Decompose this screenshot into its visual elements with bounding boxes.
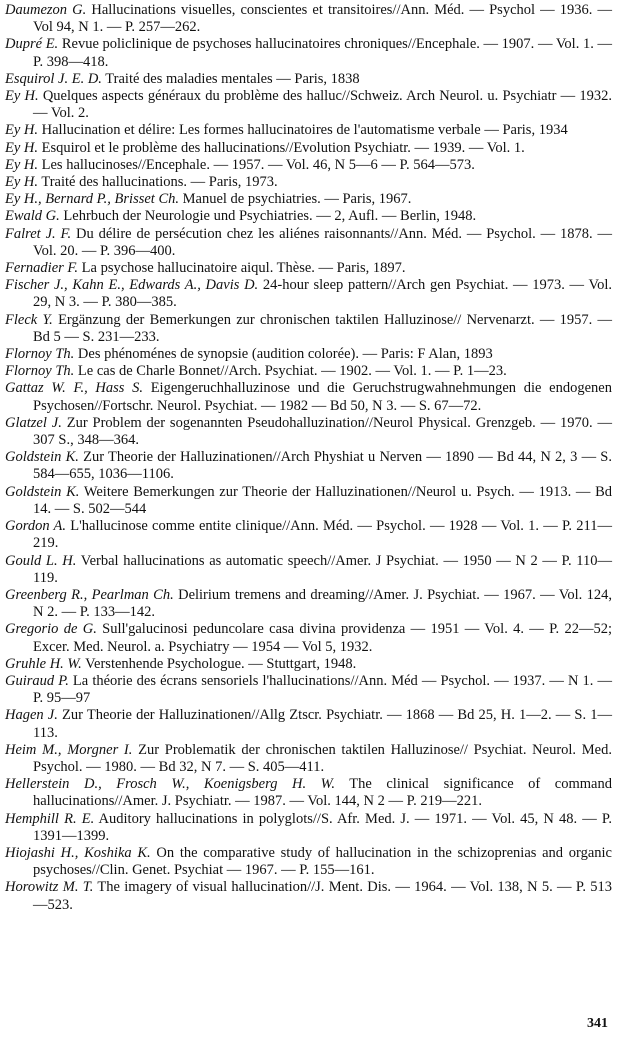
reference-text: Verstenhende Psychologue. — Stuttgart, 1948. [81, 655, 357, 672]
reference-entry [5, 36, 612, 70]
reference-authors: Guiraud P. [5, 672, 69, 689]
reference-entry [5, 312, 612, 346]
reference-entry [5, 553, 612, 587]
reference-authors: Hemphill R. E. [5, 810, 95, 827]
reference-text: Auditory hallucinations in polyglots//S. Afr. Med. J. — 1971. — Vol. 45, N 48. — P. 1391—1399. [33, 810, 613, 844]
reference-authors: Ey H. [5, 88, 39, 105]
reference-entry [5, 208, 612, 225]
reference-text: Zur Theorie der Halluzinationen//Allg Ztscr. Psychiatr. — 1868 — Bd 25, H. 1—2. — S. 1—113. [33, 707, 613, 741]
reference-authors: Hellerstein D., Frosch W., Koenigsberg H. W. [5, 776, 335, 793]
reference-authors: Fernadier F. [5, 260, 79, 277]
reference-authors: Hagen J. [5, 707, 58, 724]
reference-entry [5, 260, 612, 277]
reference-authors: Heim M., Morgner I. [5, 741, 133, 758]
reference-entry [5, 621, 612, 655]
reference-entry [5, 2, 612, 36]
reference-text: Zur Problematik der chronischen taktilen Halluzinose// Psychiat. Neurol. Med. Psychol. — 1980. — Bd 32, N 7. — S. 405—411. [33, 741, 612, 775]
reference-entry [5, 656, 612, 673]
reference-text: Du délire de persécution chez les aliénes raisonnants//Ann. Méd. — Psychol. — 1878. — Vol. 20. — P. 396—400. [33, 225, 612, 259]
reference-entry [5, 707, 612, 741]
reference-text: Traité des hallucinations. — Paris, 1973. [38, 174, 278, 191]
reference-entry [5, 174, 612, 191]
reference-entry [5, 380, 612, 414]
reference-entry [5, 484, 612, 518]
reference-text: Quelques aspects généraux du problème des halluc//Schweiz. Arch Neurol. u. Psychiatr — 1932. — Vol. 2. [33, 88, 612, 122]
reference-authors: Ey H. [5, 174, 39, 191]
reference-text: Le cas de Charle Bonnet//Arch. Psychiat. — 1902. — Vol. 1. — P. 1—23. [74, 363, 507, 380]
reference-entry [5, 122, 612, 139]
reference-authors: Ey H., Bernard P., Brisset Ch. [5, 191, 179, 208]
reference-text: Zur Theorie der Halluzinationen//Arch Physhiat u Nerven — 1890 — Bd 44, N 2, 3 — S. 584—655, 1036—1106. [33, 449, 612, 483]
reference-entry [5, 845, 612, 879]
reference-text: Sull'galucinosi peduncolare casa divina providenza — 1951 — Vol. 4. — P. 22—52; Excer. Med. Neurol. a. Psychiatry — 1954 — Vol 5, 1932. [33, 621, 612, 655]
reference-entry [5, 776, 612, 810]
reference-text: La psychose hallucinatoire aiqul. Thèse. — Paris, 1897. [78, 260, 406, 277]
reference-text: Traité des maladies mentales — Paris, 1838 [101, 70, 360, 87]
reference-authors: Gattaz W. F., Hass S. [5, 380, 143, 397]
reference-authors: Flornoy Th. [5, 346, 75, 363]
reference-text: L'hallucinose comme entite clinique//Ann. Méd. — Psychol. — 1928 — Vol. 1. — P. 211—219. [33, 518, 613, 552]
reference-entry [5, 71, 612, 88]
reference-authors: Gregorio de G. [5, 621, 97, 638]
reference-authors: Daumezon G. [5, 2, 87, 18]
reference-entry [5, 363, 612, 380]
reference-authors: Hiojashi H., Koshika K. [5, 844, 151, 861]
reference-entry [5, 140, 612, 157]
reference-text: Hallucinations visuelles, conscientes et transitoires//Ann. Méd. — Psychol — 1936. — Vol 94, N 1. — P. 257—262. [33, 2, 612, 36]
reference-authors: Ey H. [5, 122, 39, 139]
reference-text: Manuel de psychiatries. — Paris, 1967. [179, 191, 412, 208]
reference-entry [5, 518, 612, 552]
reference-authors: Goldstein K. [5, 449, 79, 466]
reference-authors: Ewald G. [5, 208, 60, 225]
reference-list [5, 2, 612, 914]
reference-authors: Horowitz M. T. [5, 879, 94, 896]
reference-entry [5, 277, 612, 311]
reference-text: La théorie des écrans sensoriels l'hallucinations//Ann. Méd — Psychol. — 1937. — N 1. — P. 95—97 [33, 672, 612, 707]
page-number: 341 [587, 1016, 608, 1031]
reference-entry [5, 449, 612, 483]
reference-text: Revue policlinique de psychoses hallucinatoires chroniques//Encephale. — 1907. — Vol. 1. — P. 398—418. [33, 36, 612, 70]
reference-authors: Fischer J., Kahn E., Edwards A., Davis D. [5, 277, 259, 294]
reference-text: Weitere Bemerkungen zur Theorie der Halluzinationen//Neurol u. Psych. — 1913. — Bd 14. — S. 502—544 [33, 483, 613, 517]
reference-authors: Ey H. [5, 156, 39, 173]
reference-authors: Esquirol J. E. D. [5, 70, 102, 87]
reference-text: Lehrbuch der Neurologie und Psychiatries. — 2, Aufl. — Berlin, 1948. [59, 208, 477, 225]
reference-authors: Gruhle H. W. [5, 655, 82, 672]
reference-authors: Dupré E. [5, 36, 59, 53]
reference-text: Ergänzung der Bemerkungen zur chronischen taktilen Halluzinose// Nervenarzt. — 1957. — Bd 5 — S. 231—233. [33, 311, 612, 345]
reference-entry [5, 157, 612, 174]
reference-authors: Goldstein K. [5, 483, 80, 500]
reference-entry [5, 673, 612, 707]
reference-authors: Greenberg R., Pearlman Ch. [5, 586, 174, 603]
reference-text: Hallucination et délire: Les formes hallucinatoires de l'automatisme verbale — Paris, 1934 [38, 122, 568, 139]
reference-entry [5, 742, 612, 776]
reference-entry [5, 811, 612, 845]
reference-authors: Fleck Y. [5, 311, 53, 328]
reference-authors: Falret J. F. [5, 225, 72, 242]
reference-text: 24-hour sleep pattern//Arch gen Psychiat. — 1973. — Vol. 29, N 3. — P. 380—385. [33, 277, 612, 311]
reference-authors: Ey H. [5, 139, 39, 156]
reference-entry [5, 879, 612, 913]
reference-text: Les hallucinoses//Encephale. — 1957. — Vol. 46, N 5—6 — P. 564—573. [38, 156, 475, 173]
reference-entry [5, 415, 612, 449]
reference-entry [5, 587, 612, 621]
reference-text: Des phénoménes de synopsie (audition colorée). — Paris: F Alan, 1893 [74, 346, 493, 363]
reference-entry [5, 226, 612, 260]
reference-text: Eigengeruchhalluzinose und die Geruchstrugwahnehmungen die endogenen Psychosen//Fortschr. Neurol. Psychiat. — 1982 — Bd 50, N 3. — S. 67—72. [33, 380, 612, 414]
reference-entry [5, 88, 612, 122]
reference-text: The imagery of visual hallucination//J. Ment. Dis. — 1964. — Vol. 138, N 5. — P. 513—523. [33, 879, 612, 913]
reference-text: Verbal hallucinations as automatic speech//Amer. J Psychiat. — 1950 — N 2 — P. 110—119. [33, 552, 612, 586]
reference-text: On the comparative study of hallucination in the schizoprenias and organic psychoses//Clin. Genet. Psychiat — 1967. — P. 155—161. [33, 844, 612, 879]
reference-text: Delirium tremens and dreaming//Amer. J. Psychiat. — 1967. — Vol. 124, N 2. — P. 133—142. [33, 586, 612, 621]
reference-authors: Gould L. H. [5, 552, 77, 569]
reference-text: Zur Problem der sogenannten Pseudohalluzination//Neurol Physical. Grenzgeb. — 1970. — 307 S., 348—364. [33, 414, 612, 449]
reference-entry [5, 346, 612, 363]
reference-authors: Gordon A. [5, 518, 67, 535]
reference-text: The clinical significance of command hallucinations//Amer. J. Psychiatr. — 1987. — Vol. 144, N 2 — P. 219—221. [33, 776, 612, 810]
reference-text: Esquirol et le problème des hallucinations//Evolution Psychiatr. — 1939. — Vol. 1. [38, 139, 525, 156]
reference-authors: Flornoy Th. [5, 363, 75, 380]
reference-authors: Glatzel J. [5, 414, 62, 431]
reference-entry [5, 191, 612, 208]
